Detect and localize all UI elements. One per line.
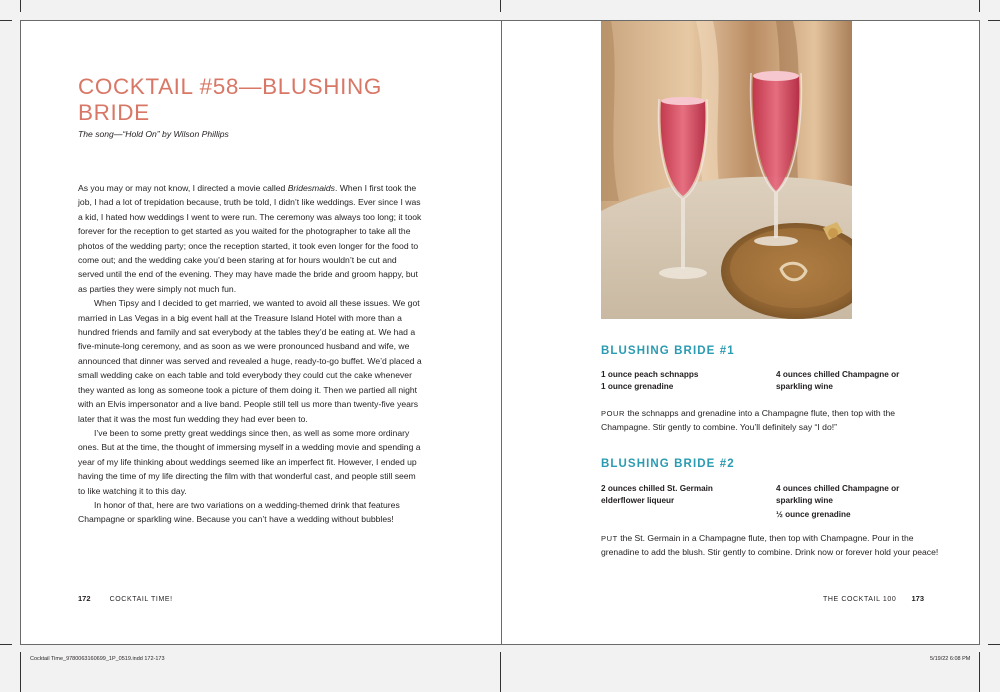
right-page <box>502 21 981 644</box>
book-spread <box>20 20 980 645</box>
crop-mark <box>988 20 1000 21</box>
crop-mark <box>979 0 980 12</box>
running-head: THE COCKTAIL 100 <box>822 596 897 603</box>
paragraph-4: In honor of that, here are two variations on a wedding-themed drink that features Champagne or sparkling wine. Because you can’t have a wedding without bubbles! <box>78 499 400 525</box>
slug-file-info: Cocktail Time_9780063160699_1P_0519.indd 172-173 <box>30 656 165 662</box>
slug-timestamp: 5/19/22 6:08 PM <box>930 656 971 662</box>
recipe-2-ingredients-right <box>776 483 916 521</box>
method-lead: PUT <box>601 534 618 543</box>
crop-mark <box>500 652 501 692</box>
paragraph-2: When Tipsy and I decided to get married, we wanted to avoid all these issues. We got married in Las Vegas in a big event hall at the Treasure Island Hotel with more than a hundred friends and family and sat everybody at the tables they’d be eating at. We had a five-minute-long ceremony, and as soon as we were pronounced husband and wife, we announced that dinner was served and revealed a huge, ready-to-go buffet. We’d placed a small wedding cake on each table and told everybody they could cut the cake whenever they wanted as long as someone took a picture of them doing it. Then we partied all night with an Elvis impersonator and a live band. People still tell us more than twenty-five years later that it was the most fun wedding they had ever been to. <box>78 298 422 424</box>
left-page <box>21 21 501 644</box>
crop-mark <box>0 20 12 21</box>
recipe-1-ingredients-right <box>776 369 916 392</box>
paragraph-3: I’ve been to some pretty great weddings since then, as well as some more ordinary ones. But at the time, the thought of immersing myself in a wedding movie and spending a year of my life thinking about weddings seemed like an imperfect fit. However, I ended up having the time of my life directing the film with that wonderful cast, and people still seem to like watching it to this day. <box>78 427 421 496</box>
left-folio <box>78 594 173 603</box>
crop-mark <box>988 644 1000 645</box>
crop-mark <box>20 652 21 692</box>
body-text <box>78 181 424 527</box>
ingredient: 4 ounces chilled Champagne or sparkling wine <box>776 370 900 391</box>
recipe-1-title: BLUSHING BRIDE #1 <box>601 345 735 357</box>
cocktail-title: COCKTAIL #58—BLUSHING BRIDE <box>78 74 382 125</box>
song-line: The song—“Hold On” by Wilson Phillips <box>78 129 229 139</box>
method-text: the St. Germain in a Champagne flute, then top with Champagne. Pour in the grenadine to add the blush. Stir gently to combine. Drink now or forever hold your peace! <box>601 533 939 557</box>
recipe-1-method <box>601 407 945 434</box>
ingredient: 4 ounces chilled Champagne or sparkling wine <box>776 484 900 505</box>
paragraph-1-rest: . When I first took the job, I had a lot of trepidation because, truth be told, I didn’t like weddings. Ever since I was a kid, I hated how weddings I went to were run. The ceremony was always too long; it took forever for the reception to get started as you waited for the photographer to take all the photos of the wedding party; once the reception started, it took even longer for the food to come out; and the wedding cake you’d been staring at for hours wouldn’t be cut and served until the end of the evening. They may have made the bride and groom happy, but as parties they were simply not much fun. <box>78 183 422 294</box>
method-lead: POUR <box>601 409 626 418</box>
cocktail-photo-illustration <box>601 21 852 319</box>
recipe-2-ingredients-left <box>601 483 751 506</box>
page-number: 172 <box>78 594 91 603</box>
crop-mark <box>0 644 12 645</box>
ingredient: 1 ounce grenadine <box>601 381 674 391</box>
running-head: COCKTAIL TIME! <box>109 596 173 603</box>
paragraph-1-start: As you may or may not know, I directed a movie called <box>78 183 288 193</box>
method-text: the schnapps and grenadine into a Champagne flute, then top with the Champagne. Stir gently to combine. You’ll definitely say “I do!” <box>601 408 896 432</box>
crop-mark <box>20 0 21 12</box>
ingredient: 1 ounce peach schnapps <box>601 370 699 379</box>
crop-mark <box>500 0 501 12</box>
ingredient: ½ ounce grenadine <box>776 510 851 520</box>
paragraph-1 <box>78 181 424 296</box>
page-number: 173 <box>911 594 924 603</box>
recipe-1-ingredients-left <box>601 369 751 392</box>
recipe-2-method <box>601 532 945 559</box>
movie-title: Bridesmaids <box>287 183 335 193</box>
cocktail-photo <box>601 21 852 319</box>
crop-mark <box>979 652 980 692</box>
ingredient: 2 ounces chilled St. Germain elderflower liqueur <box>601 484 713 505</box>
recipe-2-title: BLUSHING BRIDE #2 <box>601 458 735 470</box>
right-folio <box>823 594 924 603</box>
